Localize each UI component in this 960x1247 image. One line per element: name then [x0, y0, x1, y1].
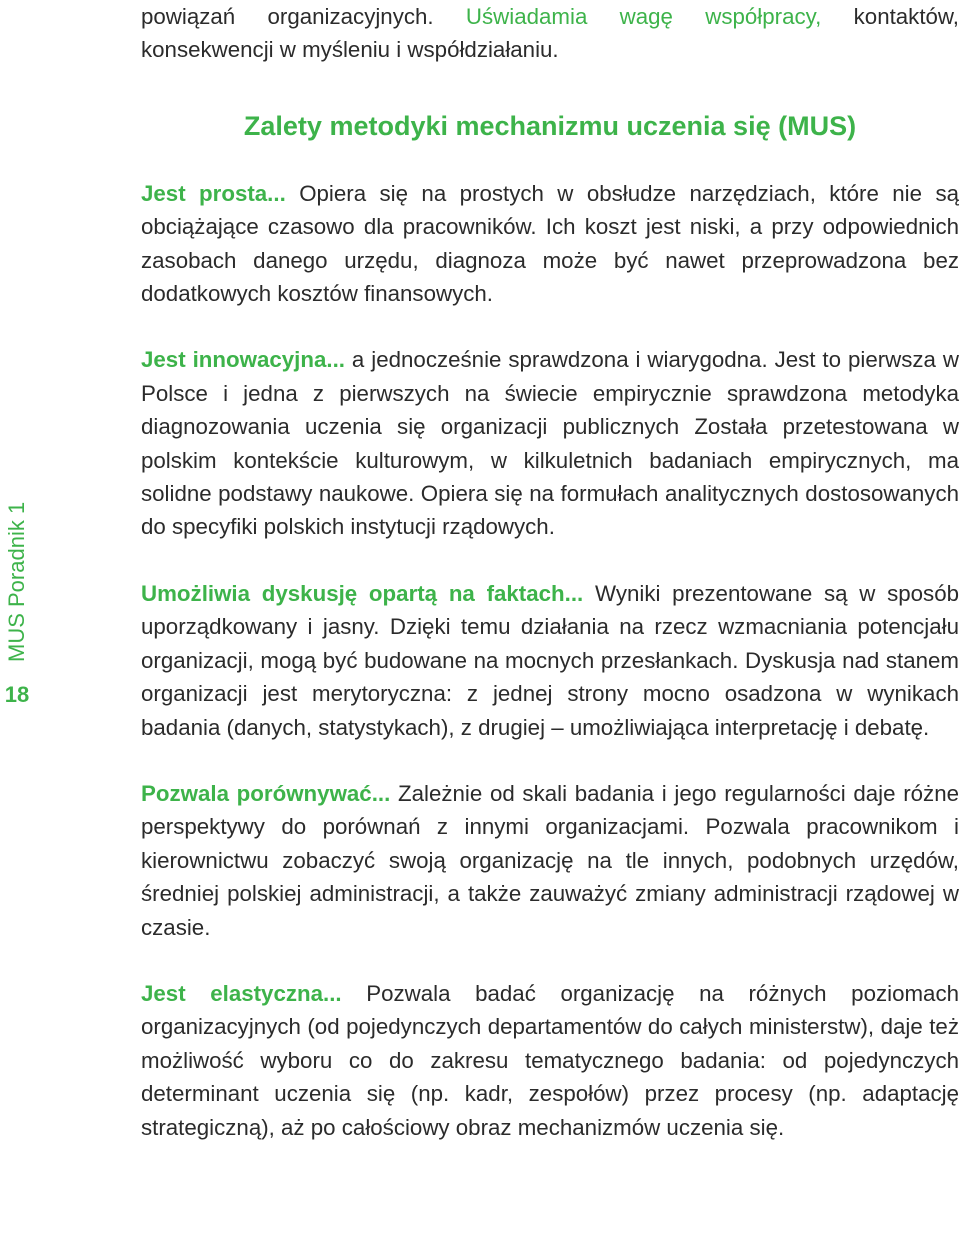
- paragraph-fact-based: [141, 577, 959, 744]
- paragraph-flexible: [141, 977, 959, 1144]
- paragraph-lead: Jest elastyczna...: [141, 980, 342, 1006]
- page-content: [141, 0, 959, 1144]
- paragraph-text: a jednocześnie sprawdzona i wiarygodna. Jest to pierwsza w Polsce i jedna z pierwszych na świecie empirycznie sprawdzona metodyka diagnozowania uczenia się organizacji publicznych Została przetestowana w polskim kontekście kulturowym, w kilkuletnich badaniach empirycznych, ma solidne podstawy naukowe. Opiera się na formułach analitycznych dostosowanych do specyfiki polskich instytucji rządowych.: [141, 347, 959, 540]
- paragraph-lead: Umożliwia dyskusję opartą na faktach...: [141, 580, 584, 606]
- paragraph-simple: [141, 177, 959, 311]
- paragraph-lead: Pozwala porównywać...: [141, 780, 391, 806]
- paragraph-text: Zależnie od skali badania i jego regularności daje różne perspektywy do porównań z innymi organizacjami. Pozwala pracownikom i kierownictwu zobaczyć swoją organizację na tle innych, podobnych urzędów, średniej polskiej administracji, a także zauważyć zmiany administracji rządowej w czasie.: [141, 780, 959, 940]
- page-sidebar: [0, 486, 34, 716]
- intro-text-a: powiązań organizacyjnych.: [141, 4, 434, 29]
- intro-highlight: Uświadamia wagę współpracy,: [465, 4, 822, 29]
- paragraph-lead: Jest innowacyjna...: [141, 347, 345, 373]
- paragraph-text: Wyniki prezentowane są w sposób uporządkowany i jasny. Dzięki temu działania na rzecz wzmacniania potencjału organizacji, mogą być budowane na mocnych przesłankach. Dyskusja nad stanem organizacji jest merytoryczna: z jednej strony mocno osadzona w wynikach badania (danych, statystykach), z drugiej – umożliwiająca interpretację i debatę.: [141, 580, 960, 740]
- paragraph-compare: [141, 777, 959, 944]
- intro-paragraph: [141, 0, 959, 67]
- paragraph-lead: Jest prosta...: [141, 180, 286, 206]
- paragraph-text: Pozwala badać organizację na różnych poziomach organizacyjnych (od pojedynczych departamentów do całych ministerstw), daje też możliwość wyboru co do zakresu tematycznego badania: od pojedynczych determinant uczenia się (np. kadr, zespołów) przez procesy (np. adaptację strategiczną), aż po całościowy obraz mechanizmów uczenia się.: [141, 980, 959, 1140]
- paragraph-text: Opiera się na prostych w obsłudze narzędziach, które nie są obciążające czasowo dla pracowników. Ich koszt jest niski, a przy odpowiednich zasobach danego urzędu, diagnoza może być nawet przeprowadzona bez dodatkowych kosztów finansowych.: [141, 180, 959, 307]
- page-number: 18: [4, 682, 30, 707]
- section-title: Zalety metodyki mechanizmu uczenia się (MUS): [243, 110, 857, 141]
- intro-text-b: kontaktów, konsekwencji w myśleniu i współdziałaniu.: [141, 4, 959, 63]
- paragraph-innovative: [141, 343, 959, 543]
- publication-label: MUS Poradnik 1: [4, 501, 29, 662]
